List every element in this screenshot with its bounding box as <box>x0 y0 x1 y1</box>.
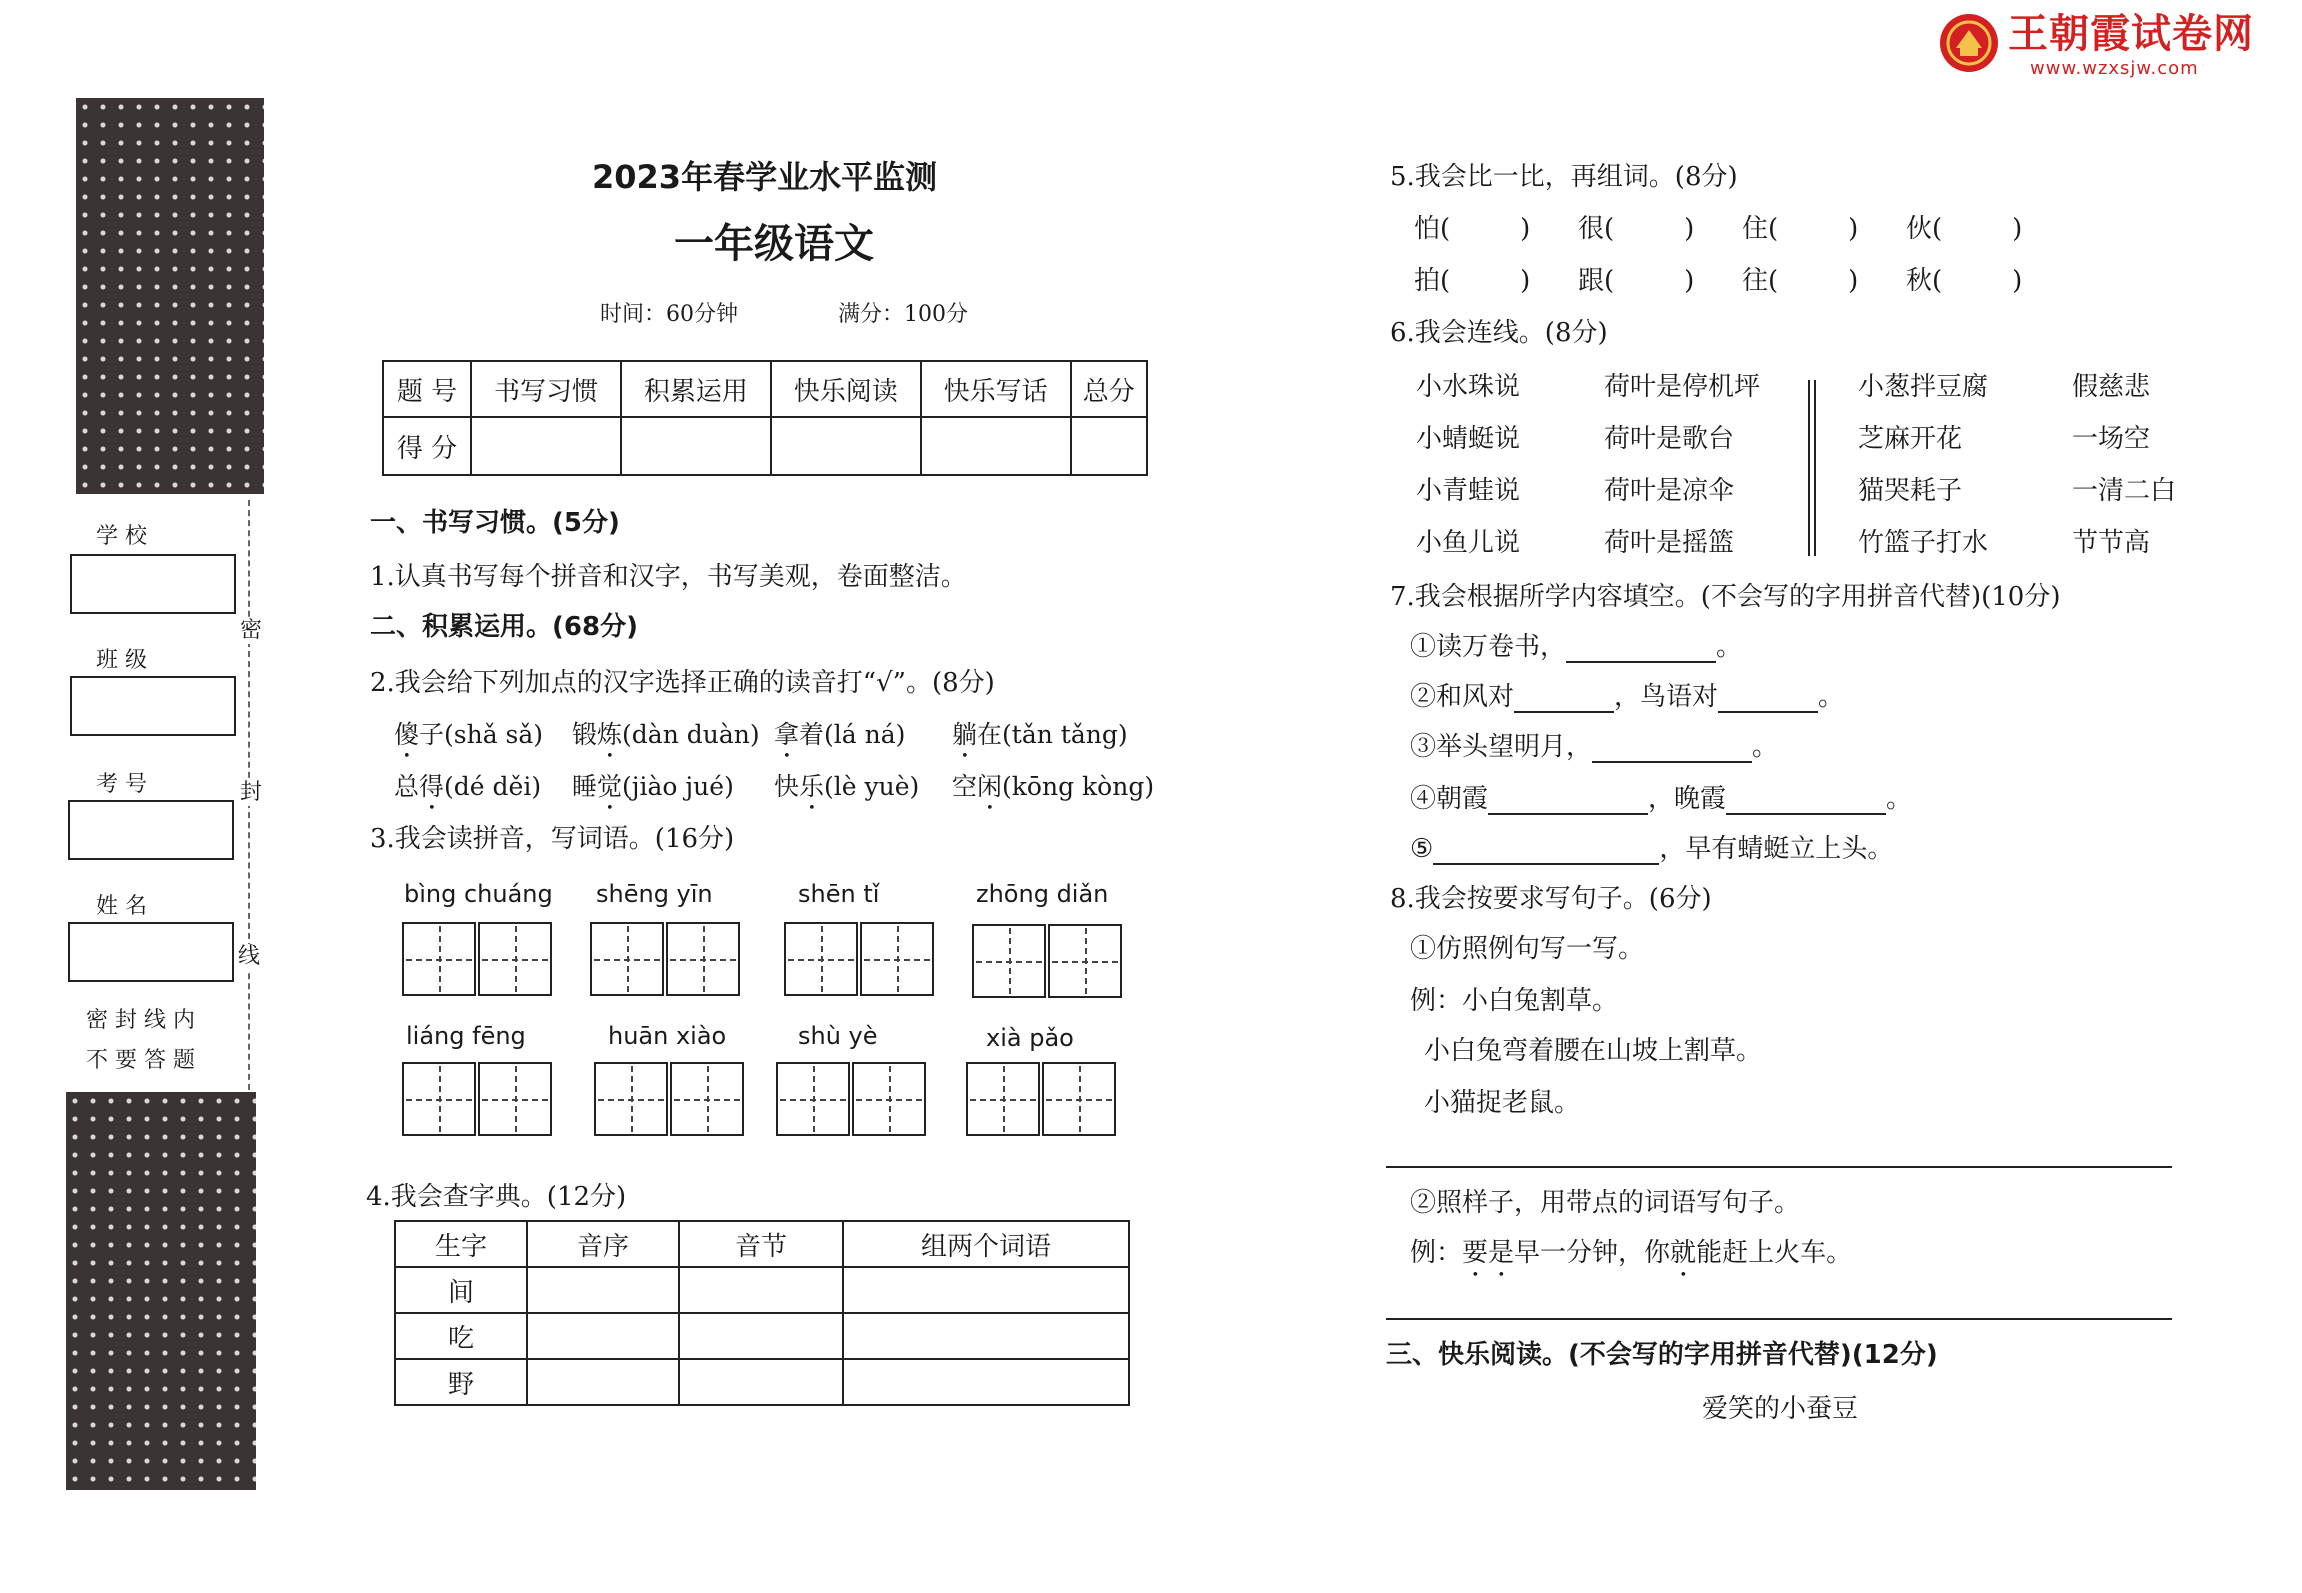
writing-grid-cell[interactable] <box>972 924 1046 998</box>
answer-line[interactable] <box>1386 1318 2172 1320</box>
q8-text: 8.我会按要求写句子。(6分) <box>1390 884 1712 914</box>
name-field[interactable] <box>68 922 234 982</box>
q3-pinyin: liáng fēng <box>406 1022 526 1050</box>
writing-grid-cell[interactable] <box>670 1062 744 1136</box>
match-divider <box>1808 380 1816 556</box>
dict-cell[interactable] <box>527 1313 679 1359</box>
score-cell[interactable] <box>771 417 921 475</box>
q5-item: 住( ) <box>1742 214 1859 244</box>
writing-grid-cell[interactable] <box>666 922 740 996</box>
q5-item: 怕( ) <box>1414 214 1531 244</box>
match-item[interactable]: 小水珠说 <box>1416 372 1521 402</box>
q8-example1c: 小猫捉老鼠。 <box>1424 1088 1581 1118</box>
match-item[interactable]: 猫哭耗子 <box>1858 476 1963 506</box>
binding-pattern-bottom <box>66 1092 256 1490</box>
seal-notice-2: 不 要 答 题 <box>86 1048 195 1073</box>
exam-time: 时间：60分钟 <box>600 302 738 327</box>
dict-char: 间 <box>395 1267 527 1313</box>
q2-item: 躺在(tǎn tǎng) <box>952 720 1128 749</box>
score-header-cell: 题 号 <box>383 361 471 417</box>
q3-pinyin: shù yè <box>798 1022 878 1050</box>
exam-number-field[interactable] <box>68 800 234 860</box>
q3-pinyin: huān xiào <box>608 1022 727 1050</box>
dict-cell[interactable] <box>679 1359 843 1405</box>
score-table <box>382 360 1148 476</box>
brand-emblem-icon <box>1938 12 2000 74</box>
score-cell[interactable] <box>621 417 771 475</box>
q7-line-2: ②和风对 ，鸟语对 。 <box>1410 682 1845 712</box>
fill-blank[interactable] <box>1718 711 1818 713</box>
fill-blank[interactable] <box>1488 813 1648 815</box>
match-item[interactable]: 荷叶是摇篮 <box>1604 528 1735 558</box>
q8-example1b: 小白兔弯着腰在山坡上割草。 <box>1424 1036 1763 1066</box>
q7-text: 7.我会根据所学内容填空。(不会写的字用拼音代替)(10分) <box>1390 582 2061 612</box>
q5-item: 很( ) <box>1578 214 1695 244</box>
q5-item: 跟( ) <box>1578 266 1695 296</box>
writing-grid-cell[interactable] <box>1042 1062 1116 1136</box>
fill-blank[interactable] <box>1433 863 1659 865</box>
fill-blank[interactable] <box>1514 711 1614 713</box>
seal-char-feng: 封 <box>240 780 263 805</box>
match-item[interactable]: 荷叶是停机坪 <box>1604 372 1761 402</box>
writing-grid-cell[interactable] <box>402 1062 476 1136</box>
q8-part1: ①仿照例句写一写。 <box>1410 934 1645 964</box>
dictionary-table <box>394 1220 1130 1406</box>
name-label: 姓 名 <box>96 894 147 919</box>
dict-cell[interactable] <box>843 1359 1129 1405</box>
class-label: 班 级 <box>96 648 147 673</box>
q7-line-5: ⑤ ，早有蜻蜓立上头。 <box>1410 834 1894 864</box>
dict-char: 野 <box>395 1359 527 1405</box>
writing-grid-cell[interactable] <box>1048 924 1122 998</box>
match-item[interactable]: 一场空 <box>2072 424 2151 454</box>
dict-cell[interactable] <box>527 1359 679 1405</box>
match-item[interactable]: 荷叶是凉伞 <box>1604 476 1735 506</box>
writing-grid-cell[interactable] <box>966 1062 1040 1136</box>
match-item[interactable]: 一清二白 <box>2072 476 2177 506</box>
match-item[interactable]: 小青蛙说 <box>1416 476 1521 506</box>
score-cell[interactable] <box>471 417 621 475</box>
q1-text: 1.认真书写每个拼音和汉字，书写美观，卷面整洁。 <box>370 562 967 592</box>
q6-text: 6.我会连线。(8分) <box>1390 318 1608 348</box>
dict-cell[interactable] <box>843 1267 1129 1313</box>
match-item[interactable]: 小蜻蜓说 <box>1416 424 1521 454</box>
q5-item: 秋( ) <box>1906 266 2023 296</box>
score-header-cell: 积累运用 <box>621 361 771 417</box>
match-item[interactable]: 芝麻开花 <box>1858 424 1963 454</box>
score-header-cell: 快乐阅读 <box>771 361 921 417</box>
exam-full-score: 满分：100分 <box>838 302 968 327</box>
q5-text: 5.我会比一比，再组词。(8分) <box>1390 162 1738 192</box>
q3-text: 3.我会读拼音，写词语。(16分) <box>370 824 735 854</box>
dict-header: 生字 <box>395 1221 527 1267</box>
dict-cell[interactable] <box>679 1313 843 1359</box>
writing-grid-cell[interactable] <box>852 1062 926 1136</box>
q7-line-3: ③举头望明月， 。 <box>1410 732 1779 762</box>
brand-url: www.wzxsjw.com <box>2030 58 2199 79</box>
dict-cell[interactable] <box>527 1267 679 1313</box>
reading-title: 爱笑的小蚕豆 <box>1702 1394 1859 1424</box>
fill-blank[interactable] <box>1726 813 1886 815</box>
q2-item: 傻子(shǎ sǎ) <box>394 720 544 749</box>
q4-text: 4.我会查字典。(12分) <box>366 1182 627 1212</box>
writing-grid-cell[interactable] <box>478 922 552 996</box>
q2-item: 锻炼(dàn duàn) <box>572 720 760 749</box>
q8-example1: 例：小白兔割草。 <box>1410 986 1619 1016</box>
brand-name: 王朝霞试卷网 <box>2008 11 2254 57</box>
score-row-label: 得 分 <box>383 417 471 475</box>
q2-text: 2.我会给下列加点的汉字选择正确的读音打“√”。(8分) <box>370 668 995 698</box>
exam-number-label: 考 号 <box>96 772 147 797</box>
q2-item: 空闲(kōng kòng) <box>952 772 1155 801</box>
writing-grid-cell[interactable] <box>478 1062 552 1136</box>
q7-line-4: ④朝霞 ，晚霞 。 <box>1410 784 1913 814</box>
dict-header: 音节 <box>679 1221 843 1267</box>
dict-header: 组两个词语 <box>843 1221 1129 1267</box>
q7-line-1: ①读万卷书， 。 <box>1410 632 1743 662</box>
writing-grid-cell[interactable] <box>594 1062 668 1136</box>
q2-item: 总得(dé děi) <box>394 772 542 801</box>
q3-pinyin: xià pǎo <box>986 1024 1074 1052</box>
q5-item: 往( ) <box>1742 266 1859 296</box>
writing-grid-cell[interactable] <box>402 922 476 996</box>
section2-heading: 二、积累运用。(68分) <box>370 612 638 642</box>
section3-heading: 三、快乐阅读。(不会写的字用拼音代替)(12分) <box>1386 1340 1938 1370</box>
q5-item: 伙( ) <box>1906 214 2023 244</box>
score-header-cell: 书写习惯 <box>471 361 621 417</box>
q3-pinyin: shēn tǐ <box>798 880 880 908</box>
score-cell[interactable] <box>921 417 1071 475</box>
dict-char: 吃 <box>395 1313 527 1359</box>
exam-subject: 一年级语文 <box>674 221 874 267</box>
q3-pinyin: zhōng diǎn <box>976 880 1109 908</box>
match-item[interactable]: 竹篮子打水 <box>1858 528 1989 558</box>
fill-blank[interactable] <box>1566 661 1716 663</box>
seal-char-xian: 线 <box>238 944 261 969</box>
q2-item: 拿着(lá ná) <box>774 720 906 749</box>
match-item[interactable]: 小鱼儿说 <box>1416 528 1521 558</box>
section1-heading: 一、书写习惯。(5分) <box>370 508 620 538</box>
match-item[interactable]: 小葱拌豆腐 <box>1858 372 1989 402</box>
seal-char-mi: 密 <box>240 618 263 643</box>
writing-grid-cell[interactable] <box>776 1062 850 1136</box>
exam-title: 2023年春学业水平监测 <box>592 158 938 196</box>
dict-cell[interactable] <box>679 1267 843 1313</box>
class-field[interactable] <box>70 676 236 736</box>
q8-part2: ②照样子，用带点的词语写句子。 <box>1410 1188 1801 1218</box>
score-header-cell: 快乐写话 <box>921 361 1071 417</box>
writing-grid-cell[interactable] <box>784 922 858 996</box>
match-item[interactable]: 节节高 <box>2072 528 2151 558</box>
score-cell[interactable] <box>1071 417 1147 475</box>
fill-blank[interactable] <box>1592 761 1752 763</box>
writing-grid-cell[interactable] <box>860 922 934 996</box>
writing-grid-cell[interactable] <box>590 922 664 996</box>
brand-logo <box>1938 12 2258 82</box>
seal-notice-1: 密 封 线 内 <box>86 1008 195 1033</box>
dict-header: 音序 <box>527 1221 679 1267</box>
q8-example2: 例：要是早一分钟，你就能赶上火车。 <box>1410 1238 1853 1268</box>
school-field[interactable] <box>70 554 236 614</box>
match-item[interactable]: 荷叶是歌台 <box>1604 424 1735 454</box>
dict-cell[interactable] <box>843 1313 1129 1359</box>
score-header-cell: 总分 <box>1071 361 1147 417</box>
match-item[interactable]: 假慈悲 <box>2072 372 2151 402</box>
q2-item: 快乐(lè yuè) <box>774 772 920 801</box>
answer-line[interactable] <box>1386 1166 2172 1168</box>
q2-item: 睡觉(jiào jué) <box>572 772 734 801</box>
school-label: 学 校 <box>96 524 147 549</box>
q3-pinyin: bìng chuáng <box>404 880 553 908</box>
binding-pattern-top <box>76 98 264 494</box>
q3-pinyin: shēng yīn <box>596 880 713 908</box>
q5-item: 拍( ) <box>1414 266 1531 296</box>
